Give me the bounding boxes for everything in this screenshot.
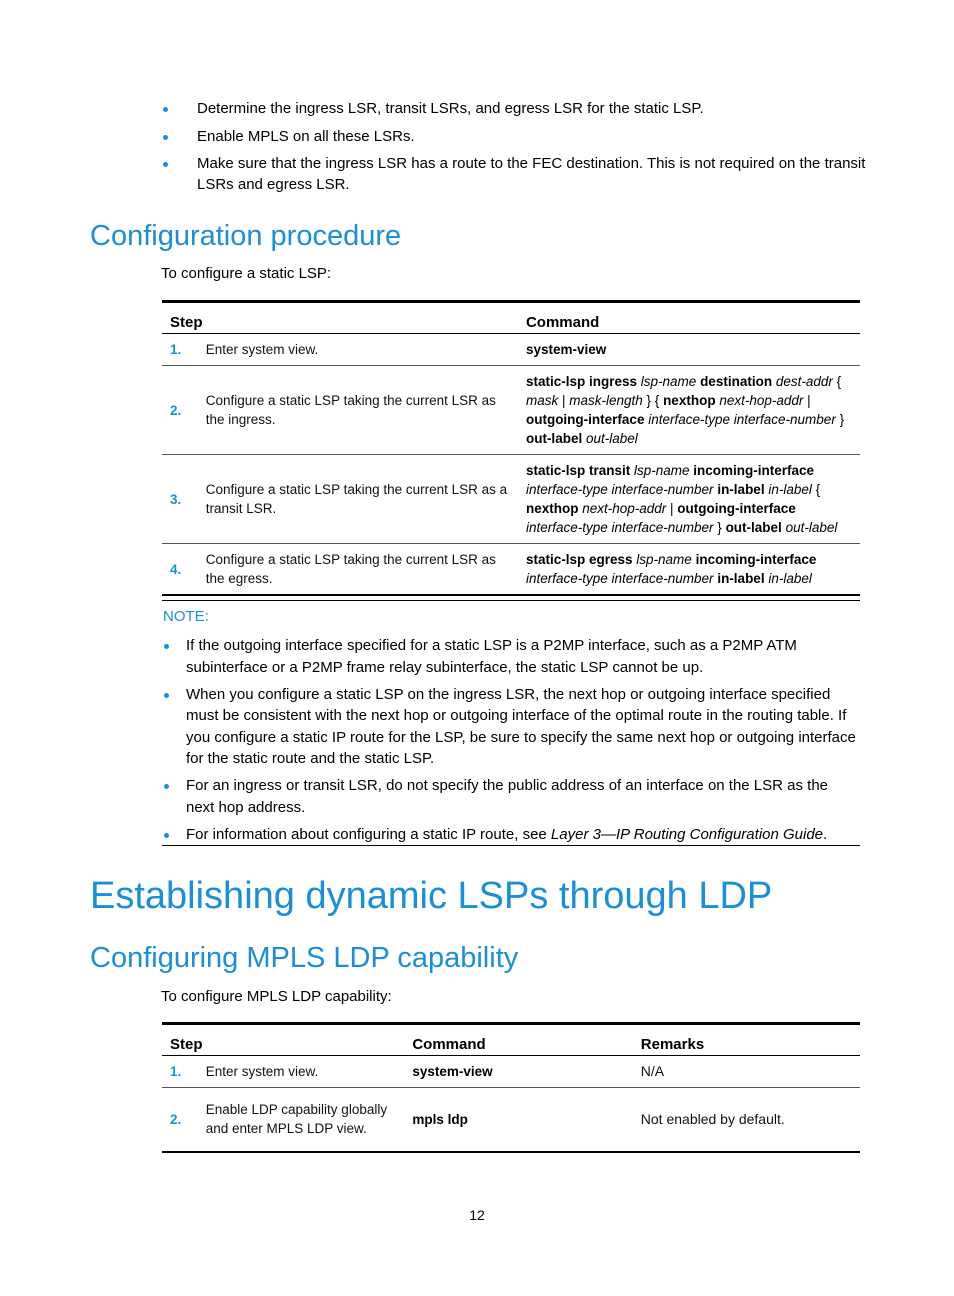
- column-header-remarks: Remarks: [633, 1024, 860, 1056]
- command-argument: next-hop-addr: [582, 501, 667, 516]
- bullet-icon: [163, 162, 168, 167]
- bullet-icon: [163, 135, 168, 140]
- text-run: {: [811, 482, 821, 497]
- command-argument: Layer 3—IP Routing Configuration Guide: [550, 825, 824, 843]
- note-box: [162, 600, 860, 846]
- command-argument: mask: [525, 393, 559, 408]
- command-keyword: static-lsp ingress: [525, 374, 637, 389]
- static-lsp-steps-table: [162, 300, 860, 596]
- table-row: [162, 1088, 860, 1152]
- bullet-icon: [164, 693, 169, 698]
- step-description: Enter system view.: [198, 334, 518, 366]
- command-argument: out-label: [585, 431, 638, 446]
- section-intro: To configure MPLS LDP capability:: [161, 988, 392, 1005]
- list-item: [161, 153, 871, 195]
- command-argument: lsp-name: [640, 374, 697, 389]
- table-row: [162, 544, 860, 596]
- step-number: 1.: [162, 1056, 198, 1088]
- command-argument: mask-length: [569, 393, 643, 408]
- chapter-heading: Establishing dynamic LSPs through LDP: [90, 875, 773, 917]
- step-remarks: N/A: [633, 1056, 860, 1088]
- step-number: 4.: [170, 561, 182, 577]
- list-item: [162, 824, 860, 846]
- text-run: .: [823, 825, 828, 843]
- command-keyword: in-label: [717, 571, 765, 586]
- command-argument: next-hop-addr: [719, 393, 804, 408]
- step-number: 2.: [162, 366, 198, 455]
- list-item: [161, 126, 871, 147]
- text-run: If the outgoing interface specified for a static LSP is a P2MP interface, such as a P2MP ATM subinterface or a P2MP frame relay subinterface, the static LSP cannot be up.: [186, 637, 797, 676]
- text-run: } {: [642, 393, 664, 408]
- list-item: [162, 635, 860, 678]
- column-header-command: Command: [518, 302, 860, 334]
- bullet-icon: [164, 784, 169, 789]
- column-header-step: Step: [162, 1024, 404, 1056]
- table-row: [162, 366, 860, 455]
- step-number: 1.: [162, 334, 198, 366]
- text-run: }: [713, 520, 726, 535]
- prerequisite-list: [161, 98, 871, 202]
- list-item: [162, 684, 860, 770]
- bullet-icon: [164, 644, 169, 649]
- step-description: Enable LDP capability globally and enter MPLS LDP view.: [205, 1102, 388, 1137]
- command-keyword: mpls ldp: [412, 1111, 468, 1127]
- list-item-text: Make sure that the ingress LSR has a route to the FEC destination. This is not required on the transit LSRs and egress LSR.: [197, 155, 866, 193]
- list-item-text: Enable MPLS on all these LSRs.: [197, 127, 415, 145]
- list-item: [161, 98, 871, 119]
- step-description: Configure a static LSP taking the current LSR as a transit LSR.: [198, 455, 518, 544]
- command-keyword: destination: [700, 374, 773, 389]
- text-run: For information about configuring a static IP route, see: [186, 825, 551, 843]
- command-argument: in-label: [768, 571, 812, 586]
- table-row: [162, 334, 860, 366]
- step-number: 2.: [170, 1111, 182, 1127]
- note-text: [186, 826, 827, 843]
- step-command: [518, 366, 860, 455]
- step-command: [404, 1088, 632, 1152]
- note-title: NOTE:: [163, 608, 209, 625]
- command-argument: dest-addr: [775, 374, 833, 389]
- command-keyword: nexthop: [525, 501, 579, 516]
- bullet-icon: [163, 107, 168, 112]
- list-item: [162, 775, 860, 818]
- command-keyword: static-lsp transit: [525, 463, 631, 478]
- command-argument: interface-type interface-number: [648, 412, 836, 427]
- command-keyword: nexthop: [663, 393, 716, 408]
- step-description: Configure a static LSP taking the current LSR as the ingress.: [198, 366, 518, 455]
- text-run: |: [803, 393, 811, 408]
- command-argument: interface-type interface-number: [525, 520, 714, 535]
- note-text: [186, 686, 856, 768]
- note-text: [186, 637, 797, 676]
- command-keyword: outgoing-interface: [525, 412, 645, 427]
- text-run: For an ingress or transit LSR, do not specify the public address of an interface on the LSR as the next hop address.: [186, 777, 829, 816]
- text-run: {: [832, 374, 842, 389]
- page-number: 12: [469, 1207, 485, 1223]
- section-heading-ldp-capability: Configuring MPLS LDP capability: [90, 942, 519, 974]
- step-command: [518, 334, 860, 366]
- text-run: |: [558, 393, 570, 408]
- table-header-row: [162, 302, 860, 334]
- section-heading-configuration-procedure: Configuration procedure: [90, 220, 402, 252]
- command-keyword: system-view: [412, 1064, 493, 1079]
- step-description: Enter system view.: [198, 1056, 405, 1088]
- command-keyword: static-lsp egress: [525, 552, 633, 567]
- command-argument: out-label: [785, 520, 838, 535]
- table-header-row: [162, 1024, 860, 1056]
- table-row: [162, 1056, 860, 1088]
- note-text: [186, 777, 828, 816]
- section-intro: To configure a static LSP:: [161, 265, 332, 282]
- step-number: 3.: [162, 455, 198, 544]
- step-command: [404, 1056, 632, 1088]
- column-header-step: Step: [162, 302, 518, 334]
- ldp-capability-steps-table: [162, 1022, 860, 1153]
- command-keyword: out-label: [725, 520, 782, 535]
- bullet-icon: [164, 833, 169, 838]
- column-header-command: Command: [404, 1024, 632, 1056]
- step-remarks: Not enabled by default.: [640, 1110, 785, 1127]
- table-row: [162, 455, 860, 544]
- note-list: [162, 635, 860, 851]
- command-argument: interface-type interface-number: [525, 482, 714, 497]
- command-keyword: incoming-interface: [693, 463, 815, 478]
- command-keyword: in-label: [717, 482, 765, 497]
- step-command: [518, 544, 860, 596]
- command-keyword: system-view: [525, 342, 607, 357]
- text-run: |: [666, 501, 678, 516]
- step-command: [518, 455, 860, 544]
- command-argument: lsp-name: [634, 463, 690, 478]
- command-argument: interface-type interface-number: [525, 571, 714, 586]
- command-keyword: outgoing-interface: [677, 501, 796, 516]
- step-description: Configure a static LSP taking the current LSR as the egress.: [205, 552, 496, 586]
- text-run: }: [835, 412, 845, 427]
- text-run: When you configure a static LSP on the ingress LSR, the next hop or outgoing interface specified must be consistent with the next hop or outgoing interface of the optimal route in the routing table. If you configure a static IP route for the LSP, be sure to specify the same next hop or outgoing interface for the static route and the static LSP.: [186, 685, 856, 767]
- command-keyword: incoming-interface: [695, 552, 817, 567]
- command-argument: in-label: [768, 482, 812, 497]
- list-item-text: Determine the ingress LSR, transit LSRs, and egress LSR for the static LSP.: [197, 100, 704, 117]
- command-argument: lsp-name: [636, 552, 692, 567]
- command-keyword: out-label: [525, 431, 583, 446]
